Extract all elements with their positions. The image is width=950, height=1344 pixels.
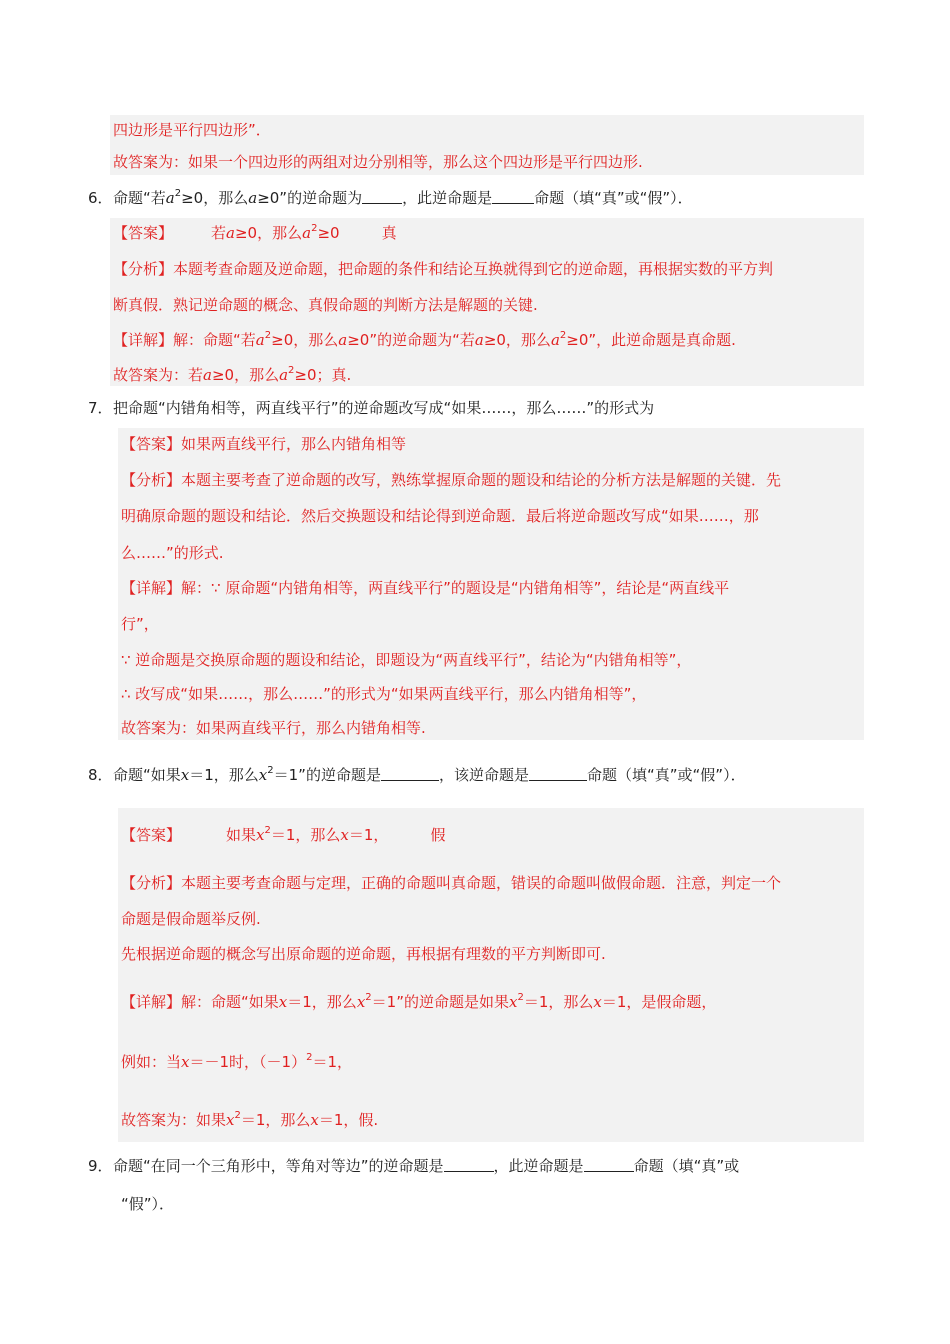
q8-example: 例如：当x＝－1时，$(-1)^2=1$， <box>121 1052 352 1071</box>
q7-conclusion: 故答案为：如果两直线平行，那么内错角相等. <box>121 719 426 737</box>
q6-answer: 【答案】 若a≥0，那么$a^2\ge 0$ 真 <box>113 223 397 242</box>
prev-solution-line-1: 四边形是平行四边形”． <box>113 121 271 139</box>
question-6-number: 6． <box>88 189 113 207</box>
q7-detail-4: ∴ 改写成“如果……，那么……”的形式为“如果两直线平行，那么内错角相等”， <box>121 685 647 703</box>
question-9-number: 9． <box>88 1157 113 1175</box>
q7-detail-3: ∵ 逆命题是交换原命题的题设和结论，即题设为“两直线平行”，结论为“内错角相等”， <box>121 651 692 669</box>
q7-detail-1: 【详解】解：∵ 原命题“内错角相等，两直线平行”的题设是“内错角相等”，结论是“两直线平 <box>121 579 730 597</box>
q6-conclusion: 故答案为：若a≥0，那么$a^2\ge 0$；真. <box>113 365 352 384</box>
question-9-text: 命题“在同一个三角形中，等角对等边”的逆命题是 ，此逆命题是 命题（填“真”或 <box>113 1157 740 1175</box>
question-8-text: 命题“如果x＝1，那么$x^2=1$”的逆命题是 ，该逆命题是 命题（填“真”或“假”）． <box>113 765 746 784</box>
q7-analysis-1: 【分析】本题主要考查了逆命题的改写，熟练掌握原命题的题设和结论的分析方法是解题的关键．先 <box>121 471 782 489</box>
prev-solution-conclusion: 故答案为：如果一个四边形的两组对边分别相等，那么这个四边形是平行四边形. <box>113 153 643 171</box>
q7-analysis-3: 么……”的形式. <box>121 544 224 562</box>
question-6-text: 命题“若$a^2\ge 0$，那么a≥0”的逆命题为 ，此逆命题是 命题（填“真”或“假”）． <box>113 188 693 207</box>
q8-answer: 【答案】 如果$x^2=1$，那么x＝1， 假 <box>121 825 446 844</box>
q7-detail-2: 行”， <box>121 615 159 633</box>
q6-detail: 【详解】解：命题“若$a^2\ge 0$，那么a≥0”的逆命题为“若a≥0，那么$a^2\ge 0$”，此逆命题是真命题. <box>113 330 736 349</box>
question-7-text: 把命题“内错角相等，两直线平行”的逆命题改写成“如果……，那么……”的形式为 <box>113 399 655 417</box>
answer-blank-2[interactable] <box>492 189 534 204</box>
q8-solution-block <box>118 808 864 1142</box>
question-7-number: 7． <box>88 399 113 417</box>
q6-analysis-1: 【分析】本题考查命题及逆命题，把命题的条件和结论互换就得到它的逆命题，再根据实数的平方判 <box>113 260 774 278</box>
answer-blank-1[interactable] <box>444 1157 494 1172</box>
answer-blank-2[interactable] <box>584 1157 634 1172</box>
answer-blank-2[interactable] <box>529 766 587 781</box>
q7-analysis-2: 明确原命题的题设和结论．然后交换题设和结论得到逆命题．最后将逆命题改写成“如果……，那 <box>121 507 759 525</box>
q8-detail: 【详解】解：命题“如果x＝1，那么$x^2=1$”的逆命题是如果$x^2=1$，那么x＝1，是假命题， <box>121 992 717 1011</box>
q7-answer: 【答案】如果两直线平行，那么内错角相等 <box>121 435 407 453</box>
q8-conclusion: 故答案为：如果$x^2=1$，那么x＝1，假. <box>121 1110 379 1129</box>
answer-blank-1[interactable] <box>362 189 402 204</box>
q8-analysis-3: 先根据逆命题的概念写出原命题的逆命题，再根据有理数的平方判断即可. <box>121 945 606 963</box>
q6-analysis-2: 断真假．熟记逆命题的概念、真假命题的判断方法是解题的关键. <box>113 296 538 314</box>
question-8-number: 8． <box>88 766 113 784</box>
question-9-text-line-2: “假”）． <box>121 1195 175 1213</box>
answer-blank-1[interactable] <box>381 766 439 781</box>
q8-analysis-1: 【分析】本题主要考查命题与定理，正确的命题叫真命题，错误的命题叫做假命题．注意，判定一个 <box>121 874 782 892</box>
q8-analysis-2: 命题是假命题举反例. <box>121 910 261 928</box>
